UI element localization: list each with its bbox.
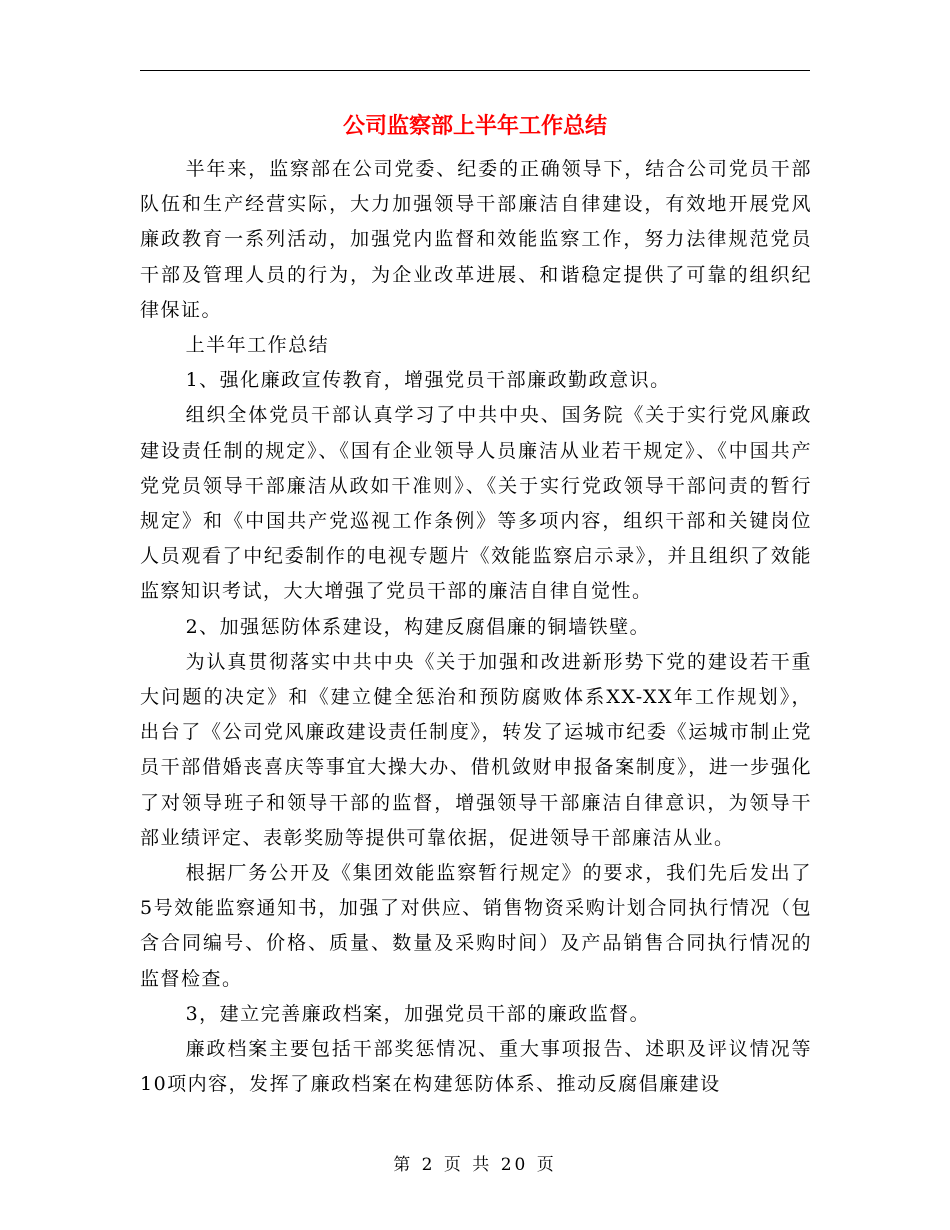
- document-title: 公司监察部上半年工作总结: [342, 113, 607, 139]
- paragraph-item-1: 组织全体党员干部认真学习了中共中央、国务院《关于实行党风廉政建设责任制的规定》、《国有企业领导人员廉洁从业若干规定》、《中国共产党党员领导干部廉洁从政如干准则》、《关于实行党政领导干部问责的暂行规定》和《中国共产党巡视工作条例》等多项内容，组织干部和关键岗位人员观看了中纪委制作的电视专题片《效能监察启示录》，并且组织了效能监察知识考试，大大增强了党员干部的廉洁自律自觉性。: [140, 404, 812, 603]
- item-heading-1: 1、强化廉政宣传教育，增强党员干部廉政勤政意识。: [185, 369, 671, 392]
- paragraph-item-2a: 为认真贯彻落实中共中央《关于加强和改进新形势下党的建设若干重大问题的决定》和《建立健全惩治和预防腐败体系XX-XX年工作规划》，出台了《公司党风廉政建设责任制度》，转发了运城市纪委《运城市制止党员干部借婚丧喜庆等事宜大操大办、借机敛财申报备案制度》，进一步强化了对领导班子和领导干部的监督，增强领导干部廉洁自律意识，为领导干部业绩评定、表彰奖励等提供可靠依据，促进领导干部廉洁从业。: [140, 650, 812, 849]
- paragraph-item-3: 廉政档案主要包括干部奖惩情况、重大事项报告、述职及评议情况等10项内容，发挥了廉政档案在构建惩防体系、推动反腐倡廉建设: [140, 1038, 812, 1096]
- paragraph-intro: 半年来，监察部在公司党委、纪委的正确领导下，结合公司党员干部队伍和生产经营实际，大力加强领导干部廉洁自律建设，有效地开展党风廉政教育一系列活动，加强党内监督和效能监察工作，努力法律规范党员干部及管理人员的行为，为企业改革进展、和谐稳定提供了可靠的组织纪律保证。: [140, 158, 812, 321]
- section-heading: 上半年工作总结: [185, 334, 330, 357]
- paragraph-item-2b: 根据厂务公开及《集团效能监察暂行规定》的要求，我们先后发出了5号效能监察通知书，加强了对供应、销售物资采购计划合同执行情况（包含合同编号、价格、质量、数量及采购时间）及产品销售合同执行情况的监督检查。: [140, 862, 812, 990]
- header-rule: [140, 70, 810, 71]
- item-heading-3: 3，建立完善廉政档案，加强党员干部的廉政监督。: [185, 1002, 651, 1025]
- page-number: 第 2 页 共 20 页: [393, 1155, 557, 1175]
- item-heading-2: 2、加强惩防体系建设，构建反腐倡廉的铜墙铁壁。: [185, 615, 651, 638]
- document-body: [140, 152, 812, 1102]
